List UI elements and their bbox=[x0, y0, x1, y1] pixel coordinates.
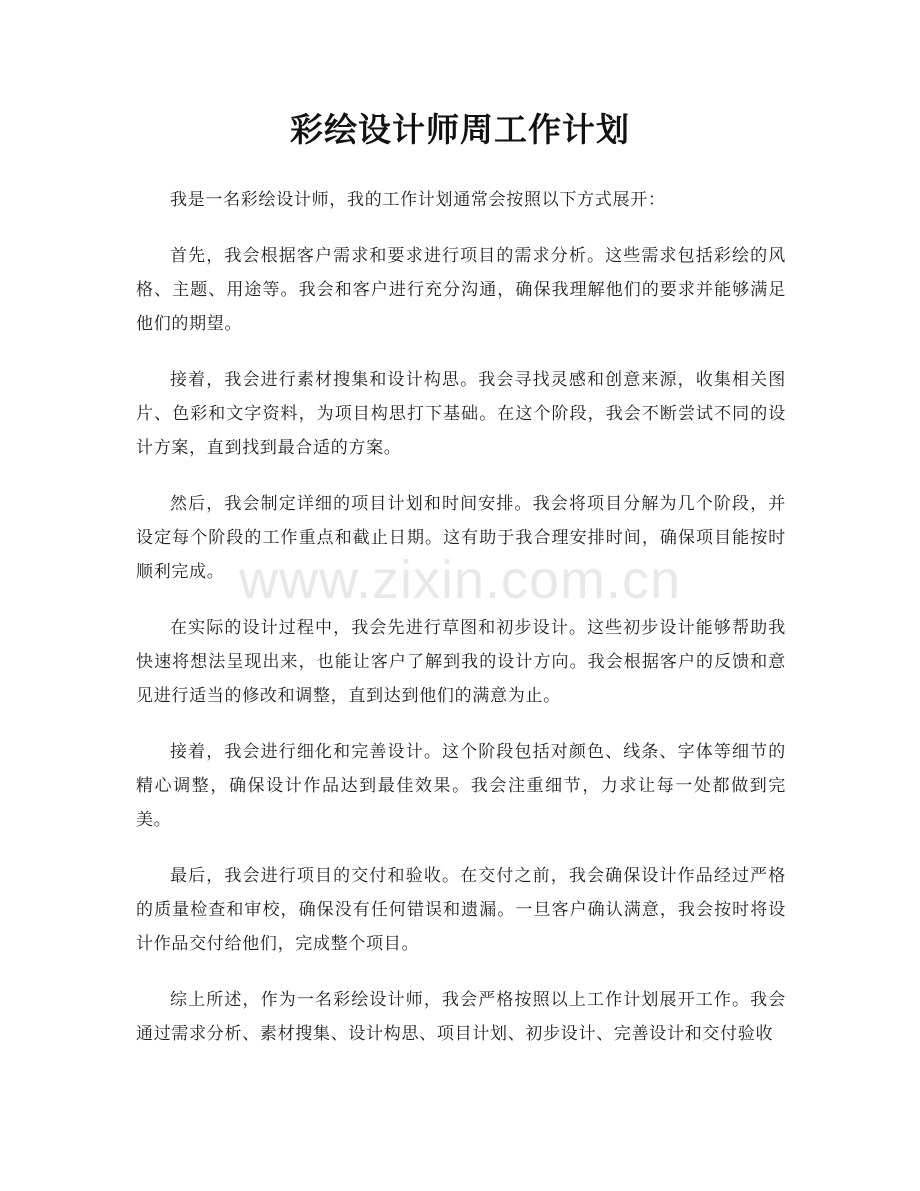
paragraph-material-collection: 接着，我会进行素材搜集和设计构思。我会寻找灵感和创意来源，收集相关图片、色彩和文字资料，为项目构思打下基础。在这个阶段，我会不断尝试不同的设计方案，直到找到最合适的方案。 bbox=[136, 370, 786, 458]
paragraph-draft-design: 在实际的设计过程中，我会先进行草图和初步设计。这些初步设计能够帮助我快速将想法呈现出来，也能让客户了解到我的设计方向。我会根据客户的反馈和意见进行适当的修改和调整，直到达到他们的满意为止。 bbox=[136, 618, 786, 706]
paragraph-refine-design: 接着，我会进行细化和完善设计。这个阶段包括对颜色、线条、字体等细节的精心调整，确保设计作品达到最佳效果。我会注重细节，力求让每一处都做到完美。 bbox=[136, 742, 786, 830]
paragraph-delivery: 最后，我会进行项目的交付和验收。在交付之前，我会确保设计作品经过严格的质量检查和审校，确保没有任何错误和遗漏。一旦客户确认满意，我会按时将设计作品交付给他们，完成整个项目。 bbox=[136, 866, 786, 954]
paragraph-project-plan: 然后，我会制定详细的项目计划和时间安排。我会将项目分解为几个阶段，并设定每个阶段的工作重点和截止日期。这有助于我合理安排时间，确保项目能按时顺利完成。 bbox=[136, 494, 786, 582]
document-title: 彩绘设计师周工作计划 bbox=[290, 110, 630, 149]
paragraph-intro: 我是一名彩绘设计师，我的工作计划通常会按照以下方式展开： bbox=[170, 190, 666, 210]
watermark: www.zixin.com.cn bbox=[238, 550, 682, 610]
document-body bbox=[136, 183, 786, 1073]
paragraph-requirements-analysis: 首先，我会根据客户需求和要求进行项目的需求分析。这些需求包括彩绘的风格、主题、用途等。我会和客户进行充分沟通，确保我理解他们的要求并能够满足他们的期望。 bbox=[136, 246, 786, 334]
paragraph-summary: 综上所述，作为一名彩绘设计师，我会严格按照以上工作计划展开工作。我会通过需求分析、素材搜集、设计构思、项目计划、初步设计、完善设计和交付验收 bbox=[136, 990, 786, 1044]
